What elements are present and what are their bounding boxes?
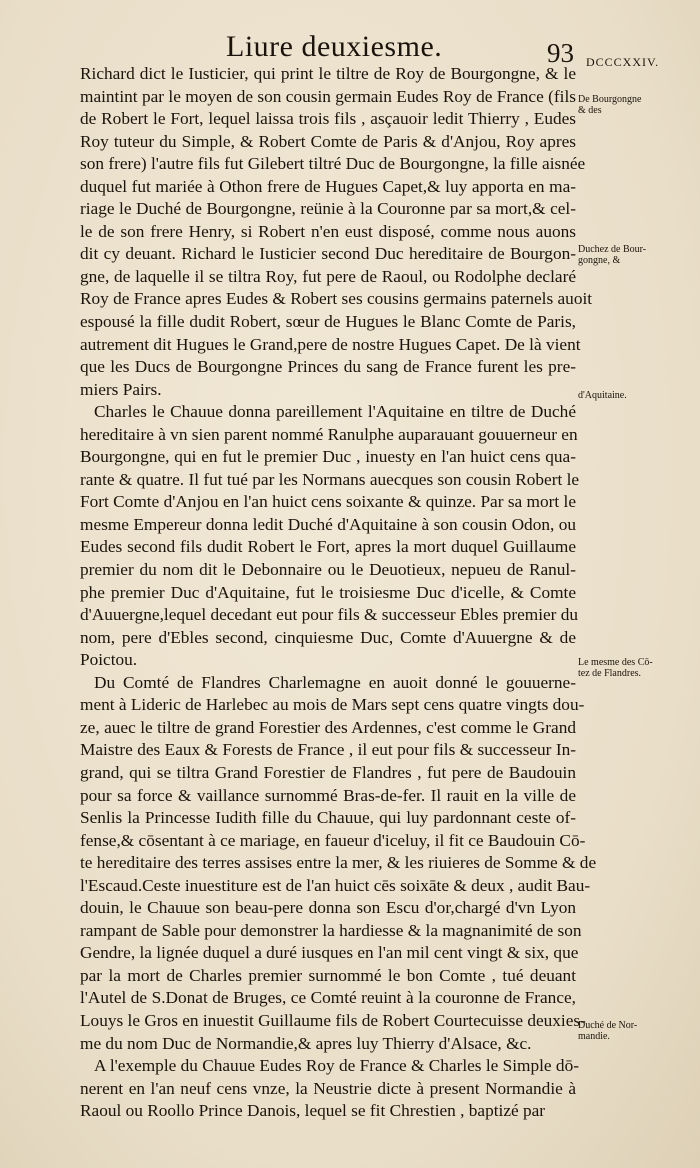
paragraphs — [80, 63, 597, 1123]
text-line: nom, pere d'Ebles second, cinquiesme Duc, Comte d'Auuergne & de — [80, 627, 576, 647]
margin-note-comtez — [578, 657, 678, 679]
text-line: espousé la fille dudit Robert, sœur de Hugues le Blanc Comte de Paris, — [80, 312, 576, 332]
text-line: phe premier Duc d'Aquitaine, fut le troisiesme Duc d'icelle, & Comte — [80, 582, 576, 602]
margin-note-line: Duchez de Bour- — [578, 244, 647, 255]
text-line: hereditaire à vn sien parent nommé Ranulphe auparauant gouuerneur en — [80, 424, 578, 444]
text-line: Eudes second fils dudit Robert le Fort, apres la mort duquel Guillaume — [80, 537, 576, 557]
text-line: de Robert le Fort, lequel laissa trois fils , asçauoir ledit Thierry , Eudes — [80, 109, 576, 129]
text-line: d'Auuergne,lequel decedant eut pour fils & successeur Ebles premier du — [80, 605, 579, 625]
paragraph — [80, 1055, 579, 1123]
text-line: Du Comté de Flandres Charlemagne en auoit donné le gouuerne- — [94, 672, 576, 692]
text-line: Senlis la Princesse Iudith fille du Chauue, qui luy pardonnant ceste of- — [80, 808, 576, 828]
body-text — [80, 63, 597, 1123]
text-line: autrement dit Hugues le Grand,pere de nostre Hugues Capet. De là vient — [80, 334, 581, 354]
text-line: l'Escaud.Ceste inuestiture est de l'an huict cēs soixāte & deux , audit Bau- — [80, 875, 591, 895]
margin-note-line: & des — [578, 105, 602, 116]
margin-note-line: d'Aquitaine. — [578, 390, 627, 401]
text-line: que les Ducs de Bourgongne Princes du sang de France furent les pre- — [80, 357, 576, 377]
margin-note-line: mandie. — [578, 1031, 610, 1042]
page-number: 93 — [547, 38, 574, 68]
paragraph — [80, 401, 580, 672]
text-line: mesme Empereur donna ledit Duché d'Aquitaine à son cousin Odon, ou — [80, 514, 576, 534]
margin-note-line: Le mesme des Cō- — [578, 657, 653, 668]
text-line: Bourgongne, qui en fut le premier Duc , inuesty en l'an huict cens qua- — [80, 447, 576, 467]
margin-note-bourgongne — [578, 94, 678, 116]
margin-note-aquitaine — [578, 390, 678, 401]
text-line: douin, le Chauue son beau-pere donna son Escu d'or,chargé d'vn Lyon — [80, 898, 576, 918]
text-line: ment à Lideric de Harlebec au mois de Mars sept cens quatre vingts dou- — [80, 695, 585, 715]
text-line: Louys le Gros en inuestit Guillaume fils de Robert Courtecuisse deuxies- — [80, 1010, 586, 1030]
text-line: Fort Comte d'Anjou en l'an huict cens soixante & quinze. Par sa mort le — [80, 492, 576, 512]
text-line: Gendre, la lignée duquel a duré iusques en l'an mil cent vingt & six, que — [80, 943, 579, 963]
text-line: Maistre des Eaux & Forests de France , il eut pour fils & successeur In- — [80, 740, 576, 760]
text-line: riage le Duché de Bourgongne, reünie à la Couronne par sa mort,& cel- — [80, 199, 576, 219]
margin-note-duchez — [578, 244, 678, 266]
text-line: premier du nom dit le Debonnaire ou le Deuotieux, nepueu de Ranul- — [80, 560, 576, 580]
text-line: Charles le Chauue donna pareillement l'Aquitaine en tiltre de Duché — [94, 402, 576, 422]
text-line: fense,& cōsentant à ce mariage, en faueur d'iceluy, il fit ce Baudouin Cō- — [80, 830, 586, 850]
text-line: dit cy deuant. Richard le Iusticier second Duc hereditaire de Bourgon- — [80, 244, 576, 264]
text-line: rampant de Sable pour demonstrer la hardiesse & la magnanimité de son — [80, 920, 582, 940]
text-line: maintint par le moyen de son cousin germain Eudes Roy de France (fils — [80, 86, 576, 106]
year-heading: DCCCXXIV. — [586, 55, 660, 69]
text-line: duquel fut mariée à Othon frere de Hugues Capet,& luy apporta en ma- — [80, 176, 576, 196]
text-line: Poictou. — [80, 650, 138, 670]
running-title: Liure deuxiesme. — [226, 30, 443, 63]
text-line: grand, qui se tiltra Grand Forestier de Flandres , fut pere de Baudouin — [80, 762, 576, 782]
text-line: l'Autel de S.Donat de Bruges, ce Comté reuint à la couronne de France, — [80, 988, 576, 1008]
text-line: rante & quatre. Il fut tué par les Normans auecques son cousin Robert le — [80, 469, 580, 489]
text-line: le de son frere Henry, si Robert n'en eust disposé, comme nous auons — [80, 221, 576, 241]
paragraph — [80, 63, 593, 401]
margin-note-line: tez de Flandres. — [578, 668, 642, 679]
text-line: Raoul ou Roollo Prince Danois, lequel se fit Chrestien , baptizé par — [80, 1101, 546, 1121]
text-line: nerent en l'an neuf cens vnze, la Neustrie dicte à present Normandie à — [80, 1078, 576, 1098]
margin-note-line: Duché de Nor- — [578, 1020, 638, 1031]
text-line: Roy de France apres Eudes & Robert ses cousins germains paternels auoit — [80, 289, 593, 309]
text-line: Richard dict le Iusticier, qui print le tiltre de Roy de Bourgongne, & le — [80, 64, 576, 83]
text-line: son frere) l'autre fils fut Gilebert tiltré Duc de Bourgongne, la fille aisnée — [80, 154, 586, 174]
margin-note-line: gongne, & — [578, 255, 621, 266]
text-line: Roy tuteur du Simple, & Robert Comte de Paris & d'Anjou, Roy apres — [80, 131, 576, 151]
text-line: pour sa force & vaillance surnommé Bras-de-fer. Il rauit en la ville de — [80, 785, 576, 805]
text-line: A l'exemple du Chauue Eudes Roy de France & Charles le Simple dō- — [94, 1056, 579, 1076]
text-line: miers Pairs. — [80, 379, 162, 399]
text-line: te hereditaire des terres assises entre la mer, & les riuieres de Somme & de — [80, 853, 597, 873]
margin-note-line: De Bourgongne — [578, 94, 642, 105]
text-line: gne, de laquelle il se tiltra Roy, fut pere de Raoul, ou Rodolphe declaré — [80, 266, 576, 286]
text-line: ze, auec le tiltre de grand Forestier des Ardennes, c'est comme le Grand — [80, 717, 576, 737]
text-line: par la mort de Charles premier surnommé le bon Comte , tué deuant — [80, 965, 576, 985]
margin-note-normandie — [578, 1020, 678, 1042]
text-line: me du nom Duc de Normandie,& apres luy Thierry d'Alsace, &c. — [80, 1033, 532, 1053]
paragraph — [80, 672, 597, 1055]
